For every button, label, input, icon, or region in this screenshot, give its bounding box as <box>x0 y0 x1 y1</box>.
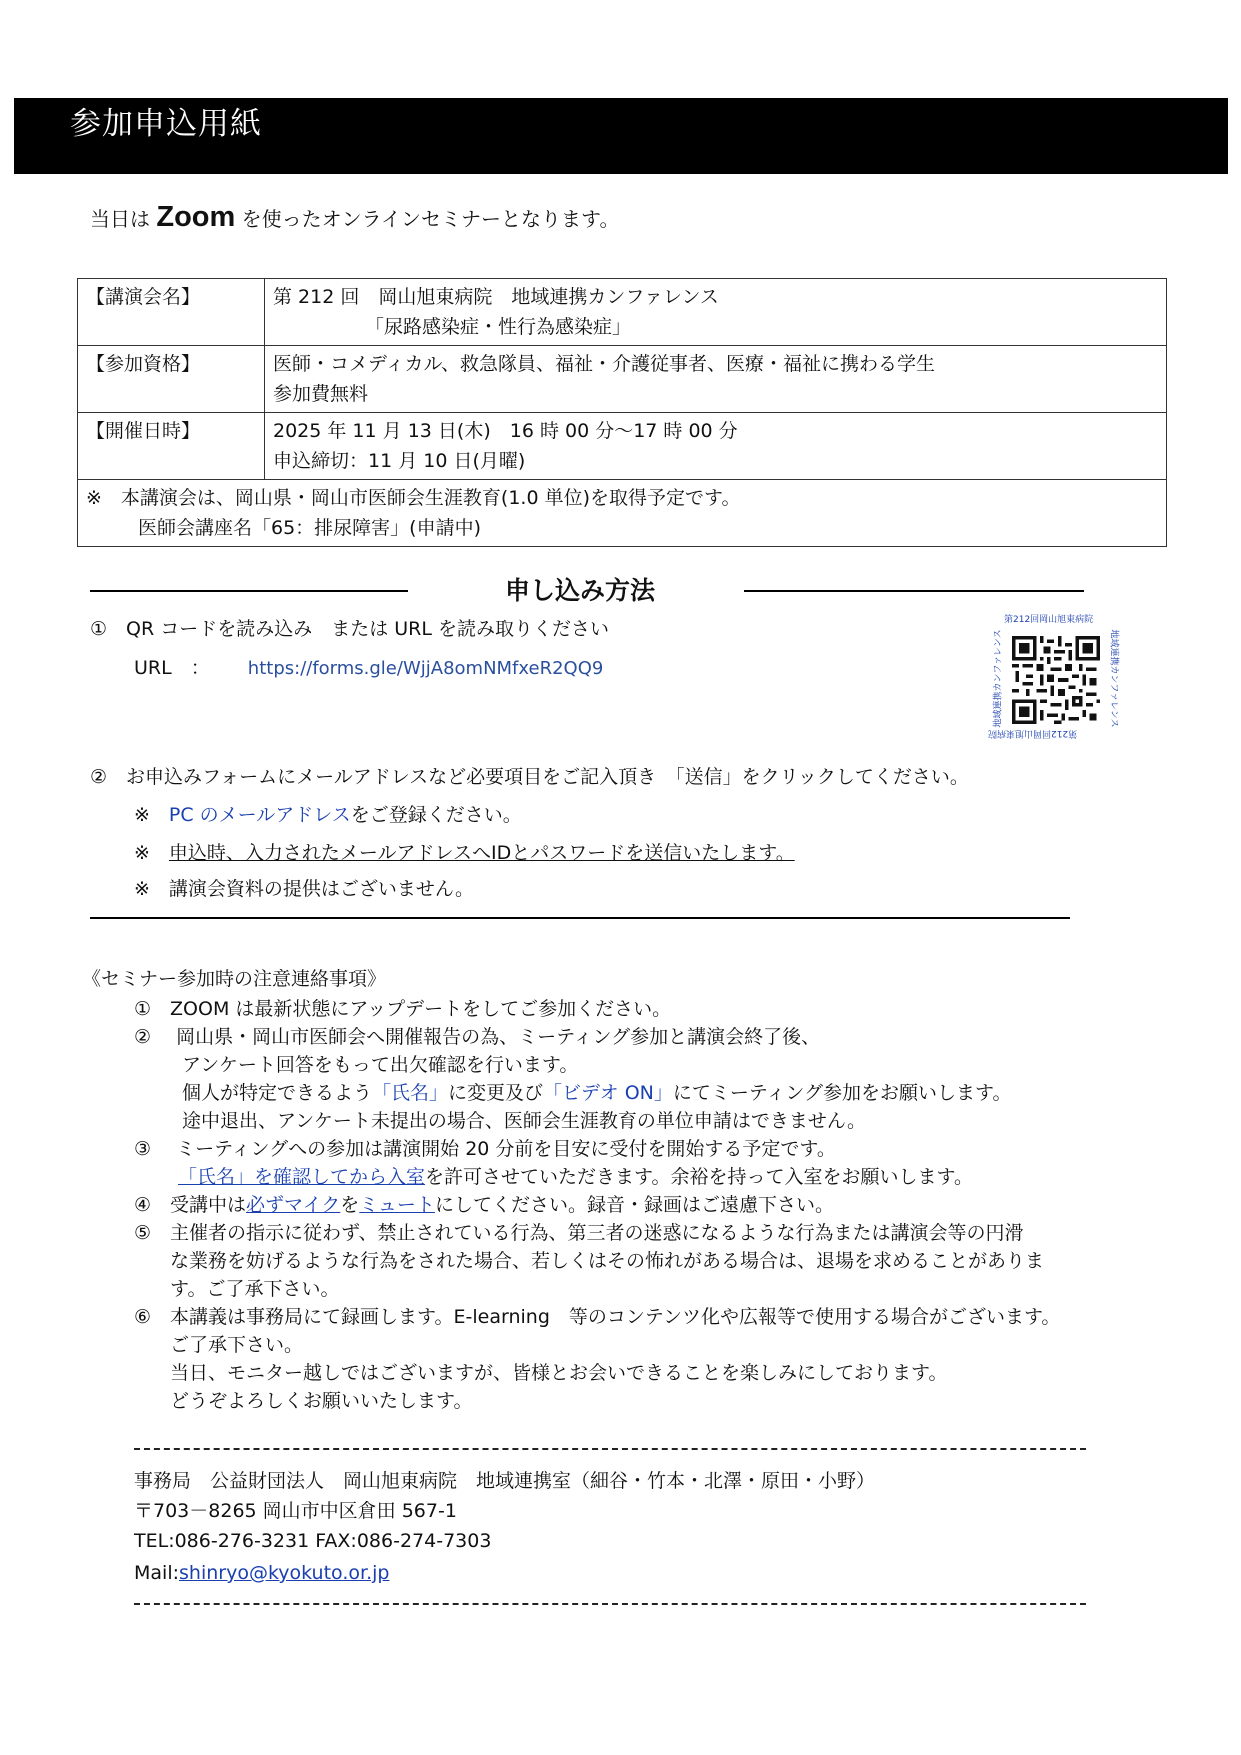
name-highlight: 「氏名」 <box>372 1082 449 1104</box>
event-name: 第 212 回 岡山旭東病院 地域連携カンファレンス <box>273 286 719 308</box>
method-note-2 <box>134 838 795 868</box>
note-2b: アンケート回答をもって出欠確認を行います。 <box>182 1054 579 1076</box>
footer-tel: TEL:086-276-3231 FAX:086-274-7303 <box>134 1530 492 1552</box>
method-title: 申し込み方法 <box>504 576 655 605</box>
note-5c: す。ご了承下さい。 <box>170 1278 340 1300</box>
mic-highlight: 必ずマイク <box>246 1194 341 1216</box>
divider <box>90 917 1070 919</box>
table-row <box>78 279 1167 346</box>
intro-text <box>90 200 619 236</box>
note-text: を許可させていただきます。余裕を持って入室をお願いします。 <box>425 1166 973 1188</box>
note-text: に変更及び <box>448 1082 544 1104</box>
mute-highlight: ミュート <box>359 1194 435 1216</box>
dashed-divider <box>134 1448 1086 1450</box>
note-6a: ⑥ 本講義は事務局にて録画します。E-learning 等のコンテンツ化や広報等で使用する場合がございます。 <box>134 1306 1061 1328</box>
id-password-note: 申込時、入力されたメールアドレスへIDとパスワードを送信いたします。 <box>168 842 795 864</box>
fee: 参加費無料 <box>273 383 369 405</box>
mail-label: Mail: <box>134 1562 179 1584</box>
qr-code-icon[interactable] <box>1012 636 1100 724</box>
row-value <box>265 413 1167 480</box>
confirm-name-highlight: 「氏名」を確認してから入室 <box>178 1166 426 1188</box>
deadline: 申込締切：11 月 10 日(月曜) <box>273 450 526 472</box>
row-key: 【参加資格】 <box>78 346 265 413</box>
page-title: 参加申込用紙 <box>70 106 262 142</box>
note-text: にてミーティング参加をお願いします。 <box>672 1082 1012 1104</box>
qr-caption-bottom: 第212回岡山旭東病院 <box>988 728 1078 738</box>
table-note <box>78 480 1167 547</box>
note-5a: ⑤ 主催者の指示に従わず、禁止されている行為、第三者の迷惑になるような行為または講演会等の円滑 <box>134 1222 1024 1244</box>
method-note-1 <box>134 800 522 830</box>
row-value <box>265 346 1167 413</box>
intro-before: 当日は <box>90 207 150 231</box>
step-1: ① QR コードを読み込み または URL を読み取りください <box>90 618 610 640</box>
note-mark: ※ <box>134 842 169 864</box>
note-2c <box>182 1078 1011 1108</box>
qr-caption: 第212回岡山旭東病院 <box>1004 615 1094 625</box>
event-datetime: 2025 年 11 月 13 日(木) 16 時 00 分～17 時 00 分 <box>273 420 738 442</box>
table-row <box>78 480 1167 547</box>
intro-after: を使ったオンラインセミナーとなります。 <box>241 207 620 231</box>
note-text: を <box>340 1194 360 1216</box>
note-2a: ② 岡山県・岡山市医師会へ開催報告の為、ミーティング参加と講演会終了後、 <box>134 1026 821 1048</box>
info-table <box>77 278 1167 547</box>
note-text: 個人が特定できるよう <box>182 1082 373 1104</box>
qr-caption-left: 地域連携カンファレンス <box>993 629 1004 728</box>
note-6b: ご了承下さい。 <box>170 1334 304 1356</box>
footer-mail <box>134 1558 389 1588</box>
note-4 <box>134 1190 834 1220</box>
note-2d: 途中退出、アンケート未提出の場合、医師会生涯教育の単位申請はできません。 <box>182 1110 867 1132</box>
eligibility: 医師・コメディカル、救急隊員、福祉・介護従事者、医療・福祉に携わる学生 <box>273 353 935 375</box>
table-row <box>78 346 1167 413</box>
qr-code-block <box>986 610 1128 744</box>
note-6d: どうぞよろしくお願いいたします。 <box>170 1390 473 1412</box>
note-text: ④ 受講中は <box>134 1194 247 1216</box>
url-line <box>134 653 603 684</box>
note-course: 医師会講座名「65：排尿障害」(申請中) <box>138 517 482 539</box>
email-link[interactable]: shinryo@kyokuto.or.jp <box>179 1562 390 1584</box>
note-5b: な業務を妨げるような行為をされた場合、若しくはその怖れがある場合は、退場を求めることがありま <box>170 1250 1045 1272</box>
note-credit: ※ 本講演会は、岡山県・岡山市医師会生涯教育(1.0 単位)を取得予定です。 <box>86 487 741 509</box>
note-text: にしてください。録音・録画はご遠慮下さい。 <box>434 1194 834 1216</box>
intro-zoom: Zoom <box>156 201 236 233</box>
table-row <box>78 413 1167 480</box>
footer-office: 事務局 公益財団法人 岡山旭東病院 地域連携室（細谷・竹本・北澤・原田・小野） <box>134 1470 876 1492</box>
note-mark: ※ <box>134 804 169 826</box>
method-note-3: ※ 講演会資料の提供はございません。 <box>134 878 475 900</box>
dashed-divider <box>134 1603 1086 1605</box>
note-1: ① ZOOM は最新状態にアップデートをしてご参加ください。 <box>134 998 672 1020</box>
footer-address: 〒703－8265 岡山市中区倉田 567-1 <box>134 1500 457 1522</box>
video-on-highlight: 「ビデオ ON」 <box>543 1082 673 1104</box>
note-3a: ③ ミーティングへの参加は講演開始 20 分前を目安に受付を開始する予定です。 <box>134 1138 836 1160</box>
row-key: 【開催日時】 <box>78 413 265 480</box>
qr-caption-right: 地域連携カンファレンス <box>1108 629 1119 728</box>
note-3b <box>178 1162 973 1192</box>
url-label: URL ： <box>134 657 210 679</box>
divider <box>744 590 1084 592</box>
row-key: 【講演会名】 <box>78 279 265 346</box>
pc-email-highlight: PC のメールアドレス <box>168 804 351 826</box>
row-value <box>265 279 1167 346</box>
step-2: ② お申込みフォームにメールアドレスなど必要項目をご記入頂き 「送信」をクリックしてください。 <box>90 766 969 788</box>
note-6c: 当日、モニター越しではございますが、皆様とお会いできることを楽しみにしております。 <box>170 1362 948 1384</box>
notes-heading: 《セミナー参加時の注意連絡事項》 <box>82 968 387 990</box>
form-url-link[interactable]: https://forms.gle/WjjA8omNMfxeR2QQ9 <box>247 658 604 679</box>
note-text: をご登録ください。 <box>350 804 522 826</box>
divider <box>90 590 408 592</box>
event-topic: 「尿路感染症・性行為感染症」 <box>365 316 632 338</box>
